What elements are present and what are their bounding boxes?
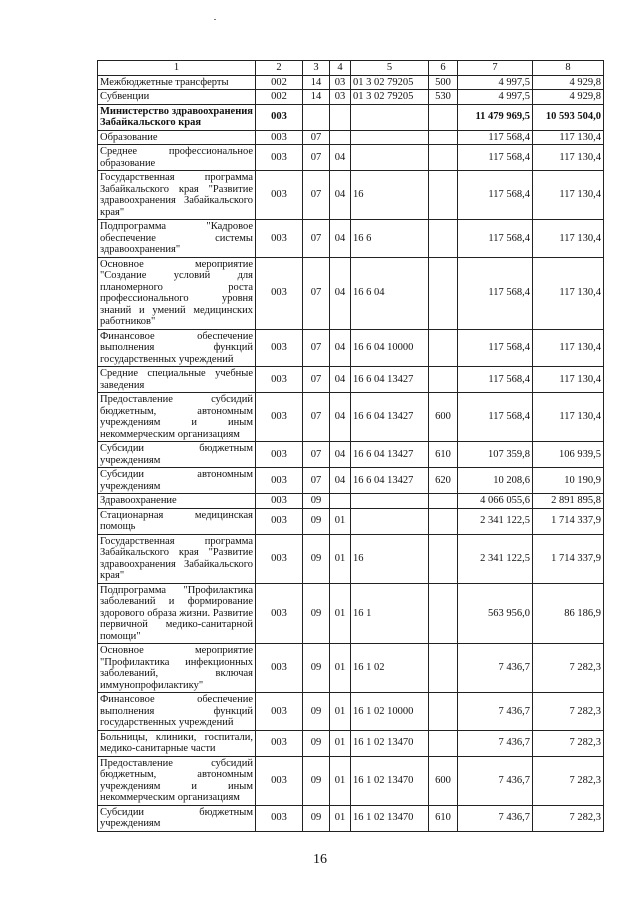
row-amount-year2-cell: 1 714 337,9 [533,508,604,534]
row-amount-year2-cell: 117 130,4 [533,220,604,258]
row-section-cell: 09 [303,494,330,509]
row-amount-year1-cell: 10 208,6 [458,468,533,494]
row-code-cell: 003 [256,730,303,756]
row-section-cell: 07 [303,220,330,258]
row-amount-year2-cell: 7 282,3 [533,805,604,831]
row-name-cell: Межбюджетные трансферты [98,75,256,90]
row-subsection-cell: 01 [330,693,351,731]
row-expense-type-cell [429,693,458,731]
row-target-article-cell: 16 6 04 13427 [351,442,429,468]
table-row [98,730,604,756]
row-section-cell: 07 [303,329,330,367]
row-code-cell: 003 [256,220,303,258]
row-subsection-cell [330,494,351,509]
row-amount-year1-cell: 4 066 055,6 [458,494,533,509]
row-name-cell: Предоставление субсидий бюджетным, автономным учреждениям и иным некоммерческим организациям [98,393,256,442]
row-section-cell: 07 [303,130,330,145]
row-name-cell: Подпрограмма "Профилактика заболеваний и формирование здорового образа жизни. Развитие первичной медико-санитарной помощи" [98,583,256,644]
row-section-cell: 09 [303,730,330,756]
row-amount-year1-cell: 7 436,7 [458,756,533,805]
row-code-cell: 003 [256,442,303,468]
row-amount-year2-cell: 117 130,4 [533,145,604,171]
row-subsection-cell: 04 [330,220,351,258]
row-expense-type-cell: 500 [429,75,458,90]
row-expense-type-cell [429,145,458,171]
row-code-cell: 003 [256,494,303,509]
row-code-cell: 003 [256,329,303,367]
row-code-cell: 003 [256,104,303,130]
row-name-cell: Государственная программа Забайкальского края "Развитие здравоохранения Забайкальского края" [98,534,256,583]
table-row [98,329,604,367]
row-section-cell: 09 [303,583,330,644]
row-target-article-cell [351,104,429,130]
row-amount-year1-cell: 117 568,4 [458,329,533,367]
row-name-cell: Подпрограмма "Кадровое обеспечение системы здравоохранения" [98,220,256,258]
row-subsection-cell: 04 [330,393,351,442]
row-code-cell: 003 [256,644,303,693]
row-target-article-cell: 16 [351,534,429,583]
row-amount-year2-cell: 4 929,8 [533,75,604,90]
table-row [98,104,604,130]
table-row [98,442,604,468]
row-subsection-cell: 04 [330,329,351,367]
row-expense-type-cell: 600 [429,756,458,805]
row-amount-year1-cell: 2 341 122,5 [458,534,533,583]
row-subsection-cell: 03 [330,90,351,105]
row-amount-year2-cell: 7 282,3 [533,756,604,805]
row-name-cell: Субсидии бюджетным учреждениям [98,442,256,468]
row-target-article-cell: 16 6 04 13427 [351,393,429,442]
row-target-article-cell: 01 3 02 79205 [351,75,429,90]
page-number: 16 [313,852,327,867]
header-cell: 2 [256,61,303,76]
row-section-cell: 07 [303,171,330,220]
table-row [98,534,604,583]
row-subsection-cell: 04 [330,468,351,494]
row-name-cell: Финансовое обеспечение выполнения функций государственных учреждений [98,329,256,367]
row-name-cell: Субсидии автономным учреждениям [98,468,256,494]
row-name-cell: Средние специальные учебные заведения [98,367,256,393]
row-target-article-cell [351,494,429,509]
row-section-cell [303,104,330,130]
row-amount-year1-cell: 7 436,7 [458,730,533,756]
row-section-cell: 07 [303,442,330,468]
row-section-cell: 14 [303,90,330,105]
row-amount-year1-cell: 2 341 122,5 [458,508,533,534]
header-cell: 1 [98,61,256,76]
row-expense-type-cell [429,730,458,756]
table-row [98,75,604,90]
row-code-cell: 003 [256,583,303,644]
row-amount-year1-cell: 7 436,7 [458,644,533,693]
row-section-cell: 09 [303,644,330,693]
row-amount-year2-cell: 117 130,4 [533,393,604,442]
table-row [98,468,604,494]
table-row [98,90,604,105]
table-header-row [98,61,604,76]
row-amount-year1-cell: 107 359,8 [458,442,533,468]
row-name-cell: Субвенции [98,90,256,105]
row-subsection-cell: 01 [330,644,351,693]
row-expense-type-cell [429,171,458,220]
row-code-cell: 003 [256,805,303,831]
row-target-article-cell: 16 1 02 10000 [351,693,429,731]
row-expense-type-cell [429,494,458,509]
row-amount-year1-cell: 117 568,4 [458,130,533,145]
row-name-cell: Стационарная медицинская помощь [98,508,256,534]
table-row [98,756,604,805]
row-name-cell: Образование [98,130,256,145]
row-subsection-cell: 01 [330,508,351,534]
row-code-cell: 003 [256,534,303,583]
row-section-cell: 07 [303,257,330,329]
row-subsection-cell: 04 [330,171,351,220]
row-amount-year1-cell: 117 568,4 [458,220,533,258]
row-name-cell: Больницы, клиники, госпитали, медико-санитарные части [98,730,256,756]
row-amount-year2-cell: 117 130,4 [533,171,604,220]
row-section-cell: 09 [303,693,330,731]
row-amount-year2-cell: 1 714 337,9 [533,534,604,583]
row-name-cell: Предоставление субсидий бюджетным, автономным учреждениям и иным некоммерческим организациям [98,756,256,805]
row-code-cell: 002 [256,75,303,90]
row-amount-year2-cell: 7 282,3 [533,730,604,756]
row-section-cell: 07 [303,468,330,494]
row-name-cell: Основное мероприятие "Создание условий для планомерного роста профессионального уровня знаний и умений медицинских работников" [98,257,256,329]
row-amount-year2-cell: 117 130,4 [533,130,604,145]
row-code-cell: 003 [256,756,303,805]
row-target-article-cell: 16 1 [351,583,429,644]
table-row [98,393,604,442]
table-row [98,130,604,145]
row-target-article-cell: 16 1 02 13470 [351,756,429,805]
row-amount-year1-cell: 4 997,5 [458,75,533,90]
row-code-cell: 003 [256,693,303,731]
row-code-cell: 003 [256,257,303,329]
row-expense-type-cell [429,257,458,329]
row-target-article-cell: 16 [351,171,429,220]
table-row [98,644,604,693]
row-target-article-cell: 16 6 04 [351,257,429,329]
table-row [98,693,604,731]
row-section-cell: 09 [303,508,330,534]
row-name-cell: Основное мероприятие "Профилактика инфекционных заболеваний, включая иммунопрофилактику" [98,644,256,693]
row-amount-year2-cell: 117 130,4 [533,257,604,329]
row-expense-type-cell: 620 [429,468,458,494]
row-expense-type-cell [429,583,458,644]
row-amount-year2-cell: 2 891 895,8 [533,494,604,509]
row-amount-year1-cell: 7 436,7 [458,693,533,731]
row-subsection-cell: 01 [330,805,351,831]
header-cell: 8 [533,61,604,76]
row-code-cell: 003 [256,145,303,171]
budget-table [97,60,604,832]
row-subsection-cell: 04 [330,145,351,171]
row-expense-type-cell: 600 [429,393,458,442]
row-expense-type-cell [429,329,458,367]
row-name-cell: Субсидии бюджетным учреждениям [98,805,256,831]
row-expense-type-cell: 610 [429,442,458,468]
row-amount-year1-cell: 7 436,7 [458,805,533,831]
header-cell: 6 [429,61,458,76]
row-name-cell: Здравоохранение [98,494,256,509]
table-row [98,220,604,258]
row-subsection-cell: 04 [330,367,351,393]
row-amount-year2-cell: 86 186,9 [533,583,604,644]
row-target-article-cell: 16 1 02 [351,644,429,693]
row-expense-type-cell [429,130,458,145]
row-code-cell: 003 [256,130,303,145]
row-expense-type-cell [429,367,458,393]
row-amount-year2-cell: 117 130,4 [533,367,604,393]
row-subsection-cell [330,104,351,130]
row-target-article-cell [351,130,429,145]
row-target-article-cell: 16 6 04 10000 [351,329,429,367]
row-code-cell: 003 [256,367,303,393]
row-code-cell: 003 [256,468,303,494]
row-subsection-cell: 01 [330,583,351,644]
row-expense-type-cell [429,644,458,693]
header-cell: 7 [458,61,533,76]
row-amount-year1-cell: 11 479 969,5 [458,104,533,130]
row-target-article-cell [351,508,429,534]
row-target-article-cell: 16 1 02 13470 [351,805,429,831]
table-row [98,494,604,509]
row-section-cell: 07 [303,393,330,442]
row-subsection-cell [330,130,351,145]
row-amount-year1-cell: 117 568,4 [458,145,533,171]
row-expense-type-cell [429,220,458,258]
row-amount-year2-cell: 4 929,8 [533,90,604,105]
row-amount-year1-cell: 117 568,4 [458,367,533,393]
row-amount-year2-cell: 106 939,5 [533,442,604,468]
row-subsection-cell: 03 [330,75,351,90]
row-expense-type-cell [429,534,458,583]
row-expense-type-cell [429,508,458,534]
table-row [98,367,604,393]
row-amount-year2-cell: 117 130,4 [533,329,604,367]
row-expense-type-cell [429,104,458,130]
row-expense-type-cell: 610 [429,805,458,831]
header-cell: 5 [351,61,429,76]
row-subsection-cell: 01 [330,730,351,756]
table-row [98,171,604,220]
row-target-article-cell: 16 1 02 13470 [351,730,429,756]
row-subsection-cell: 04 [330,442,351,468]
table-row [98,805,604,831]
row-amount-year1-cell: 4 997,5 [458,90,533,105]
row-code-cell: 003 [256,171,303,220]
row-subsection-cell: 01 [330,534,351,583]
row-amount-year2-cell: 10 190,9 [533,468,604,494]
row-amount-year1-cell: 117 568,4 [458,393,533,442]
row-expense-type-cell: 530 [429,90,458,105]
scan-speck [214,19,216,20]
header-cell: 4 [330,61,351,76]
table-row [98,508,604,534]
header-cell: 3 [303,61,330,76]
row-section-cell: 07 [303,145,330,171]
table-row [98,257,604,329]
row-amount-year1-cell: 563 956,0 [458,583,533,644]
row-amount-year2-cell: 7 282,3 [533,644,604,693]
row-name-cell: Финансовое обеспечение выполнения функций государственных учреждений [98,693,256,731]
row-section-cell: 14 [303,75,330,90]
row-section-cell: 09 [303,756,330,805]
table-row [98,583,604,644]
row-target-article-cell: 16 6 04 13427 [351,367,429,393]
row-amount-year2-cell: 10 593 504,0 [533,104,604,130]
row-section-cell: 07 [303,367,330,393]
row-section-cell: 09 [303,534,330,583]
row-amount-year1-cell: 117 568,4 [458,257,533,329]
row-name-cell: Министерство здравоохранения Забайкальского края [98,104,256,130]
row-amount-year2-cell: 7 282,3 [533,693,604,731]
row-target-article-cell [351,145,429,171]
table-body [98,75,604,831]
row-name-cell: Государственная программа Забайкальского края "Развитие здравоохранения Забайкальского края" [98,171,256,220]
row-subsection-cell: 01 [330,756,351,805]
table-row [98,145,604,171]
row-target-article-cell: 01 3 02 79205 [351,90,429,105]
row-target-article-cell: 16 6 [351,220,429,258]
row-subsection-cell: 04 [330,257,351,329]
row-name-cell: Среднее профессиональное образование [98,145,256,171]
row-code-cell: 002 [256,90,303,105]
row-code-cell: 003 [256,508,303,534]
row-target-article-cell: 16 6 04 13427 [351,468,429,494]
row-section-cell: 09 [303,805,330,831]
row-code-cell: 003 [256,393,303,442]
row-amount-year1-cell: 117 568,4 [458,171,533,220]
